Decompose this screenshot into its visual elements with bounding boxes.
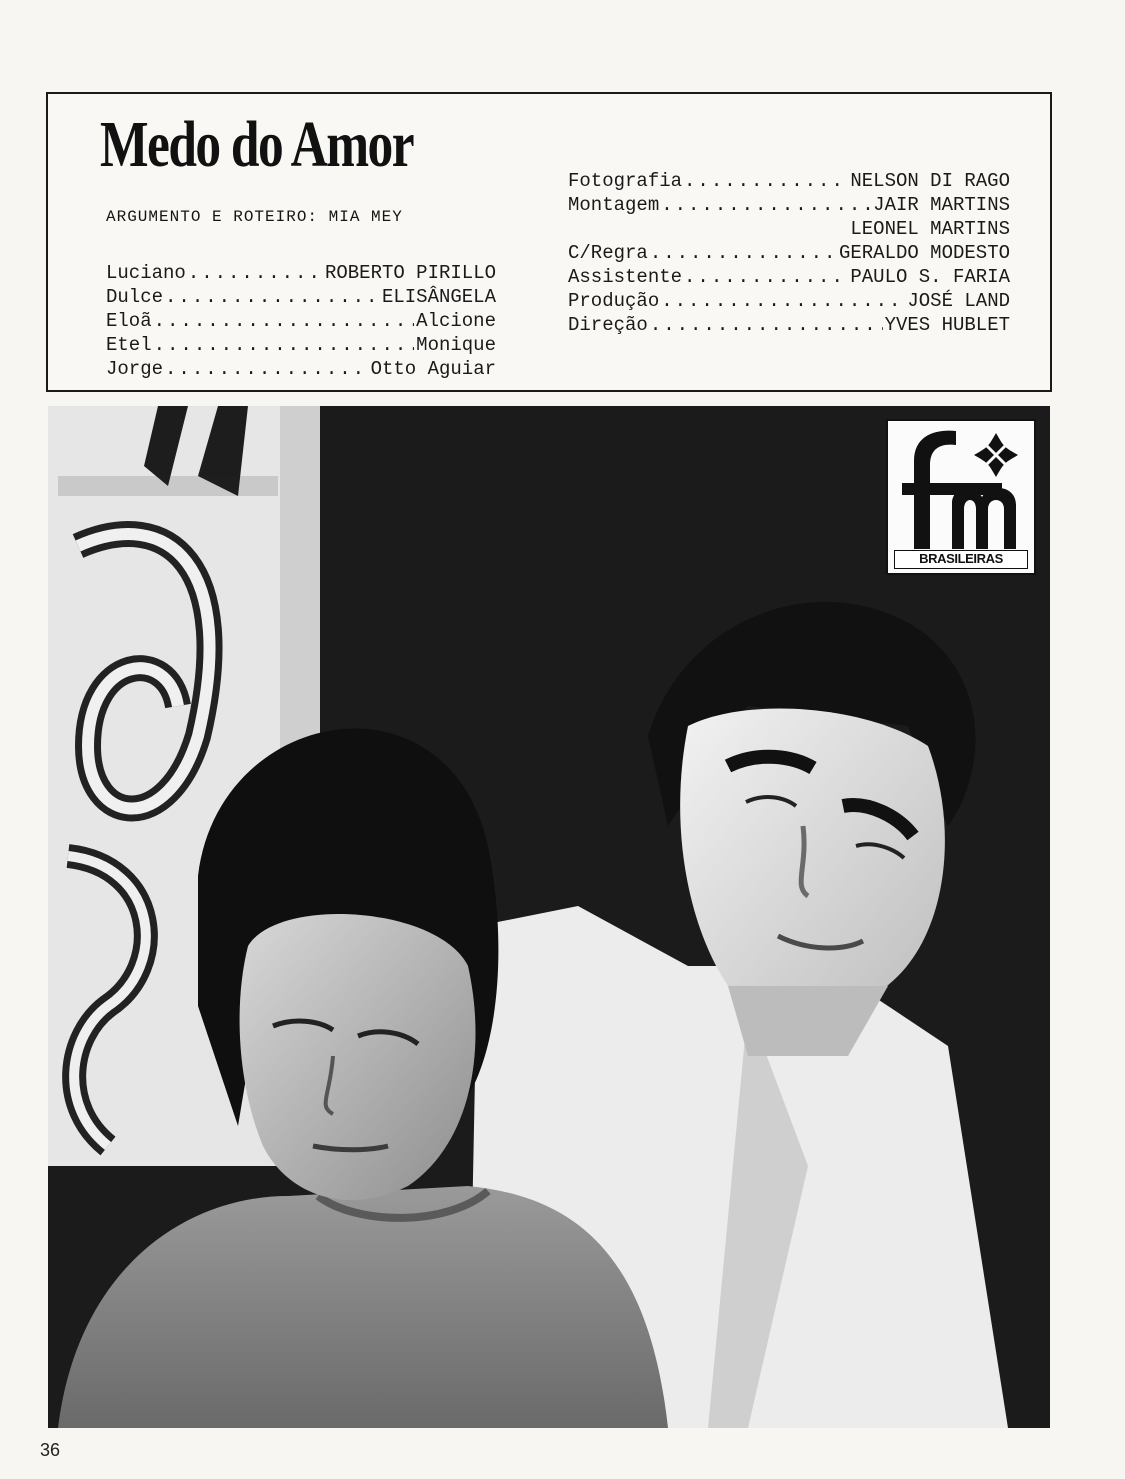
leader-dots xyxy=(661,194,871,216)
crew-row xyxy=(568,314,1010,338)
cast-role: Jorge xyxy=(106,358,164,380)
leader-dots xyxy=(650,314,883,336)
leader-dots xyxy=(684,170,848,192)
crew-role: Produção xyxy=(568,290,660,312)
leader-dots xyxy=(154,334,415,356)
cast-actor: Alcione xyxy=(416,310,496,332)
logo-label: BRASILEIRAS xyxy=(894,550,1028,569)
crew-row xyxy=(568,194,1010,218)
crew-role: Assistente xyxy=(568,266,683,288)
leader-dots xyxy=(165,358,369,380)
cast-role: Luciano xyxy=(106,262,186,284)
crew-name: NELSON DI RAGO xyxy=(850,170,1010,192)
cast-role: Etel xyxy=(106,334,152,356)
leader-dots xyxy=(661,290,905,312)
crew-row xyxy=(568,218,1010,242)
cast-actor: ELISÂNGELA xyxy=(381,286,496,308)
leader-dots xyxy=(188,262,323,284)
cast-actor: Otto Aguiar xyxy=(370,358,496,380)
star-flower-icon xyxy=(974,433,1018,477)
fm-brasileiras-logo xyxy=(886,419,1036,575)
cast-row xyxy=(106,262,496,286)
crew-list xyxy=(568,170,1010,338)
film-title: Medo do Amor xyxy=(100,108,414,181)
crew-role: Montagem xyxy=(568,194,660,216)
leader-dots xyxy=(684,266,848,288)
crew-name: LEONEL MARTINS xyxy=(850,218,1010,240)
cast-row xyxy=(106,334,496,358)
fm-logo-mark xyxy=(892,425,1030,551)
leader-dots xyxy=(154,310,415,332)
crew-name: GERALDO MODESTO xyxy=(838,242,1010,264)
cast-row xyxy=(106,310,496,334)
page-number: 36 xyxy=(40,1440,61,1460)
cast-actor: Monique xyxy=(416,334,496,356)
screenplay-credit: ARGUMENTO E ROTEIRO: MIA MEY xyxy=(106,208,403,226)
crew-role: Fotografia xyxy=(568,170,683,192)
leader-dots xyxy=(650,242,837,264)
cast-role: Dulce xyxy=(106,286,164,308)
cast-role: Eloã xyxy=(106,310,152,332)
cast-list xyxy=(106,262,496,382)
crew-row xyxy=(568,242,1010,266)
cast-actor: ROBERTO PIRILLO xyxy=(324,262,496,284)
crew-role: C/Regra xyxy=(568,242,648,264)
crew-name: YVES HUBLET xyxy=(884,314,1010,336)
crew-role: Direção xyxy=(568,314,648,336)
credits-box xyxy=(46,92,1052,392)
crew-name: JOSÉ LAND xyxy=(907,290,1010,312)
crew-name: JAIR MARTINS xyxy=(873,194,1010,216)
crew-name: PAULO S. FARIA xyxy=(850,266,1010,288)
leader-dots xyxy=(165,286,380,308)
crew-row xyxy=(568,290,1010,314)
cast-row xyxy=(106,286,496,310)
crew-row xyxy=(568,170,1010,194)
crew-row xyxy=(568,266,1010,290)
cast-row xyxy=(106,358,496,382)
